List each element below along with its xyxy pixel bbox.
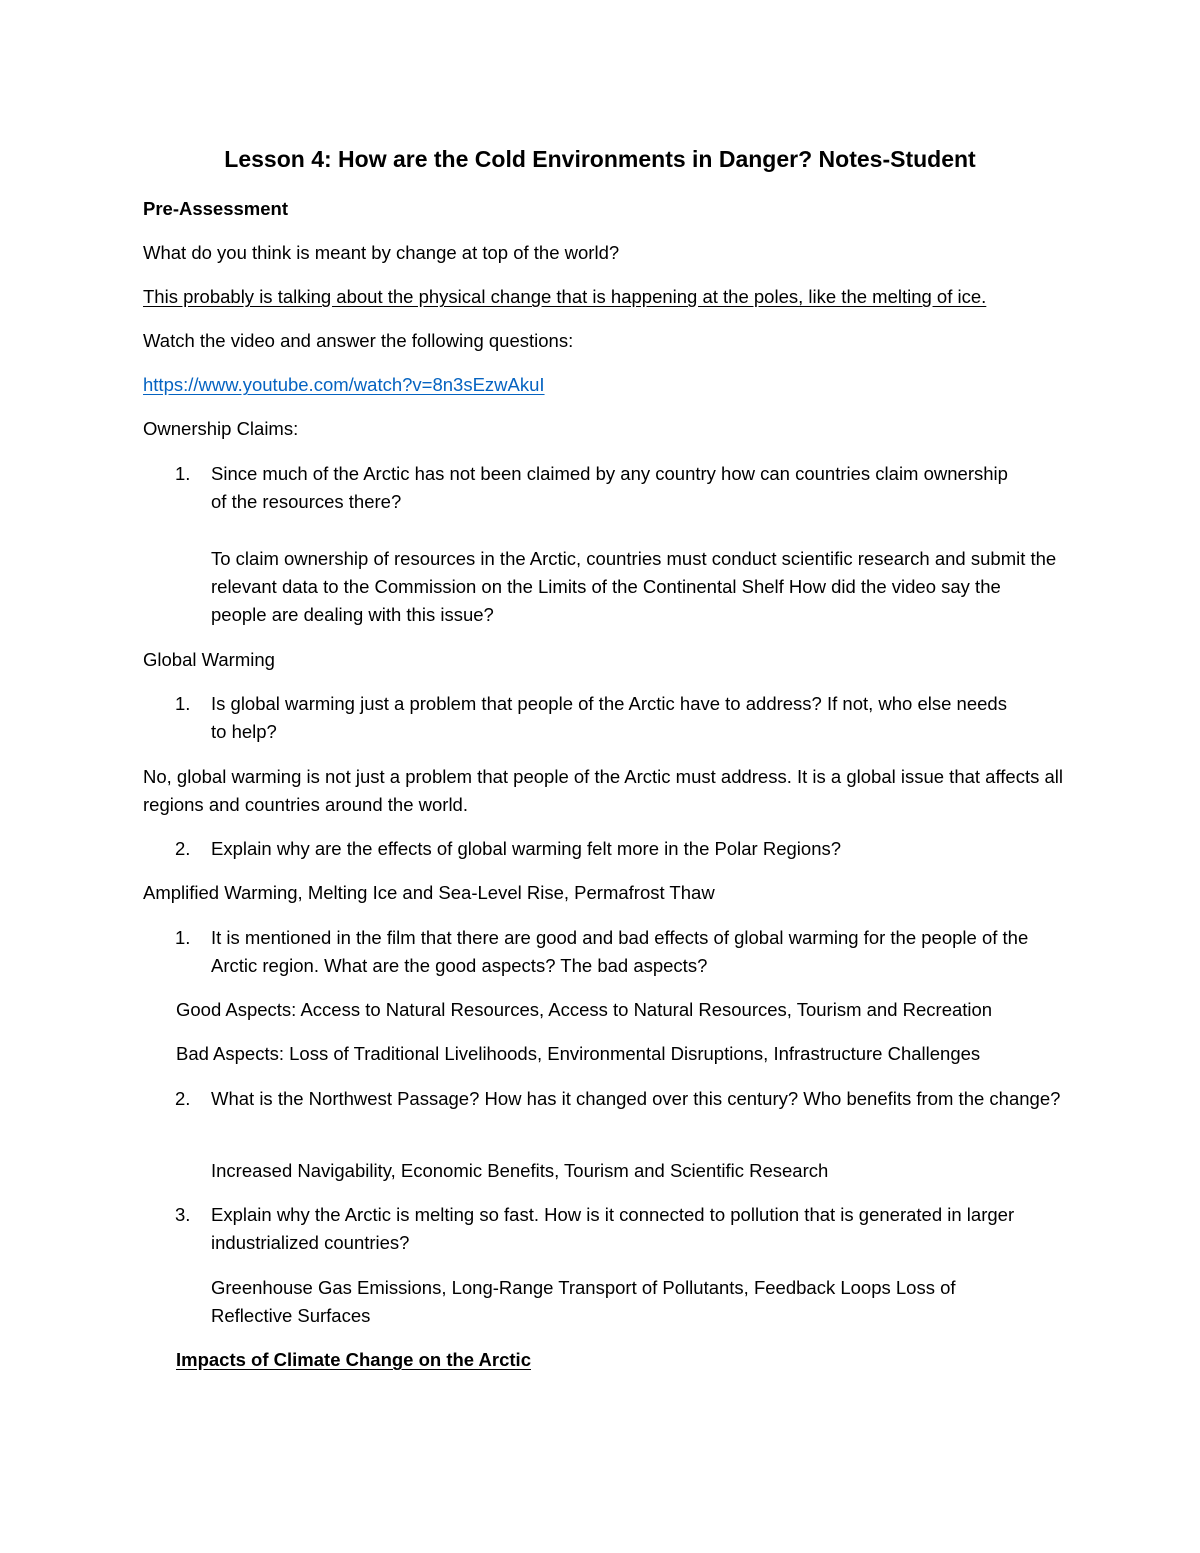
amplified-q3-answer: Greenhouse Gas Emissions, Long-Range Transport of Pollutants, Feedback Loops Loss of Reflective Surfaces bbox=[211, 1277, 956, 1326]
global-warming-q1-answer: No, global warming is not just a problem that people of the Arctic must address. It is a global issue that affects all regions and countries around the world. bbox=[143, 766, 1063, 815]
ownership-heading: Ownership Claims: bbox=[143, 418, 299, 439]
pre-assessment-question: What do you think is meant by change at top of the world? bbox=[143, 242, 620, 263]
document-title: Lesson 4: How are the Cold Environments in Danger? Notes-Student bbox=[224, 146, 976, 172]
amplified-q1-text: It is mentioned in the film that there are good and bad effects of global warming for the people of the Arctic region. What are the good aspects? The bad aspects? bbox=[211, 927, 1029, 976]
amplified-q2-answer: Increased Navigability, Economic Benefits, Tourism and Scientific Research bbox=[211, 1160, 829, 1181]
ownership-q1-text: Since much of the Arctic has not been claimed by any country how can countries claim ownership of the resources there? bbox=[211, 463, 1008, 512]
global-warming-q2-text: Explain why are the effects of global warming felt more in the Polar Regions? bbox=[211, 838, 842, 859]
video-link[interactable]: https://www.youtube.com/watch?v=8n3sEzwAkuI bbox=[143, 374, 545, 395]
ownership-q1-answer: To claim ownership of resources in the Arctic, countries must conduct scientific research and submit the relevant data to the Commission on the Limits of the Continental Shelf How did the video say the people are dealing with this issue? bbox=[211, 548, 1057, 625]
good-aspects: Good Aspects: Access to Natural Resources, Access to Natural Resources, Tourism and Recreation bbox=[176, 999, 993, 1020]
amplified-q3-text: Explain why the Arctic is melting so fast. How is it connected to pollution that is generated in larger industrialized countries? bbox=[211, 1204, 1015, 1253]
global-warming-heading: Global Warming bbox=[143, 649, 275, 670]
amplified-q2-number: 2. bbox=[175, 1088, 191, 1109]
bad-aspects: Bad Aspects: Loss of Traditional Livelihoods, Environmental Disruptions, Infrastructure Challenges bbox=[176, 1043, 981, 1064]
global-warming-q1-text: Is global warming just a problem that people of the Arctic have to address? If not, who else needs to help? bbox=[211, 693, 1007, 742]
amplified-q1-number: 1. bbox=[175, 927, 191, 948]
global-warming-q1-number: 1. bbox=[175, 693, 191, 714]
amplified-q3-number: 3. bbox=[175, 1204, 191, 1225]
amplified-heading: Amplified Warming, Melting Ice and Sea-Level Rise, Permafrost Thaw bbox=[143, 882, 715, 903]
amplified-q2-text: What is the Northwest Passage? How has it changed over this century? Who benefits from the change? bbox=[211, 1088, 1061, 1109]
pre-assessment-answer: This probably is talking about the physical change that is happening at the poles, like the melting of ice. bbox=[143, 286, 987, 307]
impacts-heading: Impacts of Climate Change on the Arctic bbox=[176, 1349, 531, 1370]
pre-assessment-heading: Pre-Assessment bbox=[143, 198, 288, 219]
global-warming-q2-number: 2. bbox=[175, 838, 191, 859]
video-instruction: Watch the video and answer the following questions: bbox=[143, 330, 574, 351]
ownership-q1-number: 1. bbox=[175, 463, 191, 484]
